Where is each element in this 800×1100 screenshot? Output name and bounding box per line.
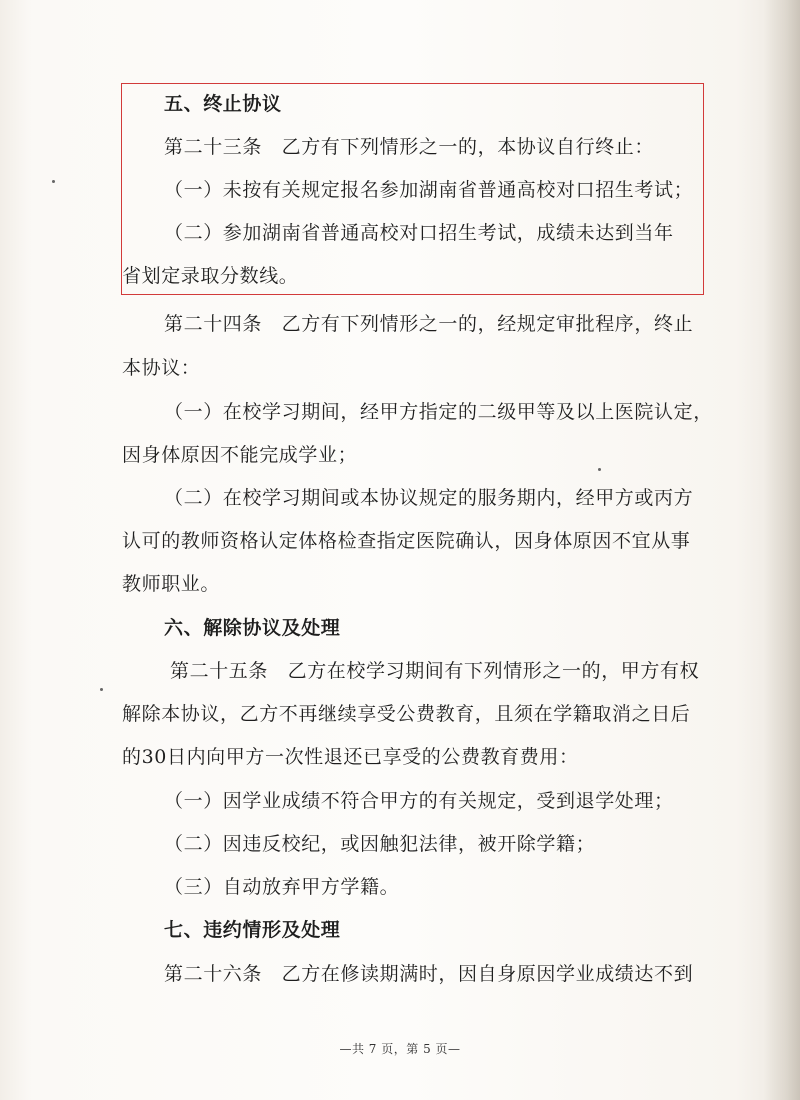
article24-line1: 第二十四条 乙方有下列情形之一的，经规定审批程序，终止 xyxy=(164,313,694,335)
article24-item1-line2: 因身体原因不能完成学业； xyxy=(122,444,358,466)
article23-line1: 第二十三条 乙方有下列情形之一的，本协议自行终止： xyxy=(164,136,655,158)
article24-line2: 本协议： xyxy=(122,357,201,379)
page-edge-shadow xyxy=(764,0,800,1100)
article25-line1: 第二十五条 乙方在校学习期间有下列情形之一的，甲方有权 xyxy=(170,660,700,682)
article23-item1: （一）未按有关规定报名参加湖南省普通高校对口招生考试； xyxy=(164,179,694,201)
article25-line2: 解除本协议，乙方不再继续享受公费教育，且须在学籍取消之日后 xyxy=(122,703,691,725)
section5-title: 五、终止协议 xyxy=(164,93,282,115)
article25-item2: （二）因违反校纪，或因触犯法律，被开除学籍； xyxy=(164,833,596,855)
article23-item2-line2: 省划定录取分数线。 xyxy=(122,265,299,287)
section6-title: 六、解除协议及处理 xyxy=(164,617,341,639)
article24-item2-line2: 认可的教师资格认定体格检查指定医院确认，因身体原因不宜从事 xyxy=(122,530,691,552)
article24-item1-line1: （一）在校学习期间，经甲方指定的二级甲等及以上医院认定， xyxy=(164,401,713,423)
article26-line1: 第二十六条 乙方在修读期满时，因自身原因学业成绩达不到 xyxy=(164,963,694,985)
article25-item1: （一）因学业成绩不符合甲方的有关规定，受到退学处理； xyxy=(164,790,674,812)
page-footer: —共 7 页，第 5 页— xyxy=(339,1042,461,1056)
article24-item2-line3: 教师职业。 xyxy=(122,573,221,595)
article25-item3: （三）自动放弃甲方学籍。 xyxy=(164,876,400,898)
article24-item2-line1: （二）在校学习期间或本协议规定的服务期内，经甲方或丙方 xyxy=(164,487,694,509)
section7-title: 七、违约情形及处理 xyxy=(164,919,341,941)
article23-item2-line1: （二）参加湖南省普通高校对口招生考试，成绩未达到当年 xyxy=(164,222,674,244)
article25-line3: 的30日内向甲方一次性退还已享受的公费教育费用： xyxy=(122,746,579,768)
